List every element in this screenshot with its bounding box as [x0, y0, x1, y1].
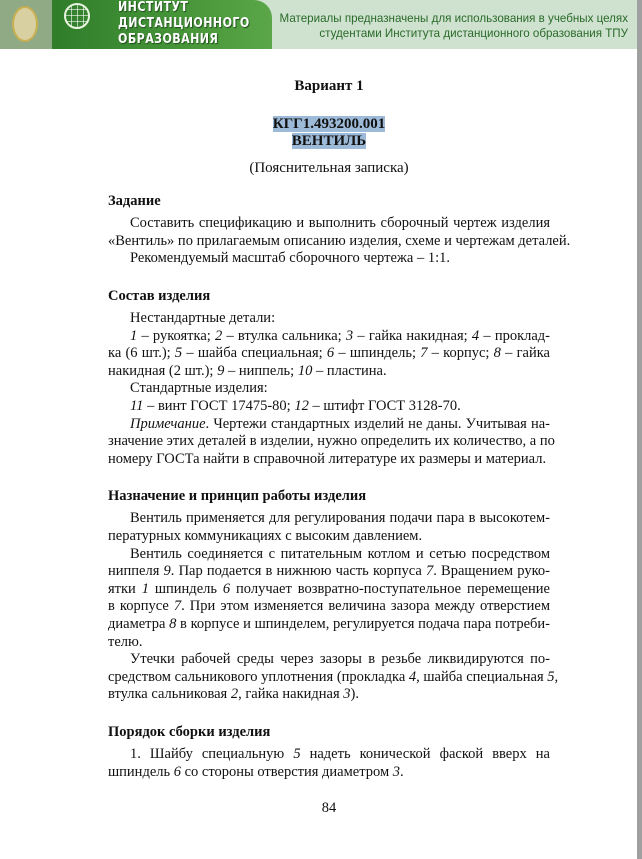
- document-subtitle: (Пояснительная записка): [249, 160, 409, 176]
- section-heading: Назначение и принцип работы изделия: [108, 488, 367, 505]
- section-heading: Задание: [108, 193, 161, 209]
- section: [108, 193, 571, 268]
- text-line: 11 – винт ГОСТ 17475-80; 12 – штифт ГОСТ 3128-70.: [130, 397, 461, 414]
- paragraph: [108, 398, 550, 416]
- logo-line: ОБРАЗОВАНИЯ: [118, 32, 219, 47]
- text-line: Вентиль применяется для регулирования подачи пара в высокотем-: [130, 510, 550, 527]
- text-line: ка (6 шт.); 5 – шайба специальная; 6 – шпиндель; 7 – корпус; 8 – гайка: [108, 345, 550, 362]
- text-line: пературных коммуникациях с высоким давлением.: [108, 528, 423, 544]
- text-line: Рекомендуемый масштаб сборочного чертежа – 1:1.: [130, 250, 450, 267]
- paragraph: [108, 250, 550, 268]
- globe-icon: [64, 3, 90, 29]
- logo-line: ДИСТАНЦИОННОГО: [118, 16, 250, 31]
- text-line: ниппеля 9. Пар подается в нижнюю часть корпуса 7. Вращением руко-: [108, 563, 550, 580]
- text-line: ятки 1 шпиндель 6 получает возвратно-поступательное перемещение: [108, 580, 550, 597]
- section: [108, 488, 559, 704]
- document-name: ВЕНТИЛЬ: [291, 133, 367, 149]
- text-line: средством сальникового уплотнения (прокладка 4, шайба специальная 5,: [108, 668, 559, 685]
- text-line: 1 – рукоятка; 2 – втулка сальника; 3 – гайка накидная; 4 – проклад-: [130, 327, 550, 344]
- paragraph: [108, 510, 550, 545]
- paragraph: [108, 215, 571, 250]
- document-code: КГГ1.493200.001: [272, 116, 386, 132]
- text-line: Вентиль соединяется с питательным котлом и сетью посредством: [130, 545, 550, 562]
- paragraph: [108, 415, 555, 469]
- paragraph: [108, 546, 550, 652]
- variant-title: Вариант 1: [294, 78, 364, 94]
- text-line: номеру ГОСТа найти в справочной литературе их размеры и материал.: [108, 450, 547, 467]
- section: [108, 724, 550, 781]
- paragraph: [108, 380, 550, 398]
- text-line: Утечки рабочей среды через зазоры в резьбе ликвидируются по-: [130, 651, 550, 668]
- vertical-scrollbar[interactable]: [637, 0, 642, 859]
- text-line: Составить спецификацию и выполнить сборочный чертеж изделия: [130, 215, 550, 232]
- text-line: 1. Шайбу специальную 5 надеть конической фаской вверх на: [130, 746, 550, 763]
- text-line: телю.: [108, 633, 143, 650]
- usage-notice-line: Материалы предназначены для использования в учебных целях: [279, 12, 628, 25]
- site-header-banner: [0, 0, 637, 49]
- paragraph: [108, 746, 550, 781]
- document-body: [108, 193, 571, 781]
- text-line: втулка сальниковая 2, гайка накидная 3).: [108, 686, 359, 703]
- paragraph: [108, 310, 550, 328]
- section-heading: Состав изделия: [108, 287, 211, 304]
- text-line: в корпусе 7. При этом изменяется величина зазора между отверстием: [108, 598, 551, 615]
- institute-logo: [52, 0, 272, 49]
- text-line: Стандартные изделия:: [130, 380, 268, 397]
- usage-notice-line: студентами Института дистанционного образования ТПУ: [319, 27, 628, 40]
- page-number: 84: [321, 800, 337, 816]
- text-line: Примечание. Чертежи стандартных изделий не даны. Учитывая на-: [130, 415, 550, 432]
- text-line: шпиндель 6 со стороны отверстия диаметром 3.: [108, 763, 404, 780]
- paragraph: [108, 651, 559, 704]
- text-line: диаметра 8 в корпусе и шпинделем, регулируется подача пара потреби-: [108, 615, 550, 632]
- text-line: накидная (2 шт.); 9 – ниппель; 10 – пластина.: [108, 362, 387, 379]
- university-emblem-icon: [0, 0, 52, 49]
- logo-line: ИНСТИТУТ: [118, 0, 189, 15]
- usage-notice: [280, 11, 628, 41]
- text-line: значение этих деталей в изделии, нужно определить их количество, а по: [108, 433, 555, 450]
- paragraph: [108, 328, 550, 381]
- section-heading: Порядок сборки изделия: [108, 723, 271, 740]
- text-line: Нестандартные детали:: [130, 309, 276, 326]
- section: [108, 287, 555, 468]
- text-line: «Вентиль» по прилагаемым описанию изделия, схеме и чертежам деталей.: [108, 232, 571, 249]
